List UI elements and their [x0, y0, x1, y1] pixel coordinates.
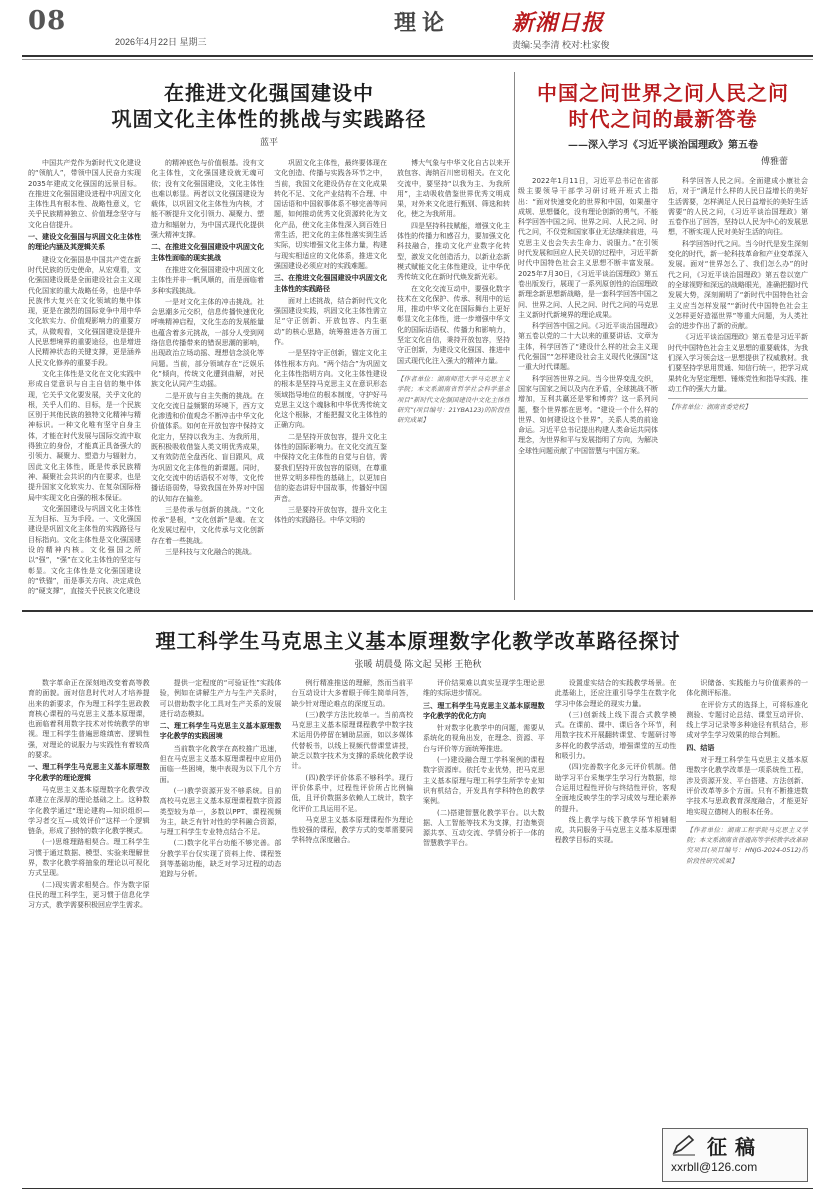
paragraph: 科学回答中国之问。《习近平谈治国理政》第五卷以党的二十大以来的重要讲话、文章为主体，科学回答了“建设什么样的社会主义现代化强国”“怎样建设社会主义现代化强国”这一重大时代课题。 — [518, 322, 658, 372]
article-title-line1: 中国之问世界之问人民之问 — [537, 81, 789, 105]
article-cultural-subjectivity[interactable] — [28, 80, 510, 600]
paragraph: 马克思主义基本原理课程作为理论性较强的课程，教学方式的变革需要同学科特点深度融合。 — [291, 815, 414, 845]
paragraph: 文化强国建设与巩固文化主体性互为目标、互为手段。一、文化强国建设是巩固文化主体性的实践路径与目标指向。文化主体性是文化强国建设的精神内核。文化强国之所以“强”，“强”在文化主体性的坚定与彰显。文化主体性是文化强国建设的“铁锚”，而是事关方向、决定成色的“硬支撑”，直接关乎民族文化建设 — [28, 504, 141, 596]
article-column — [423, 678, 545, 1158]
paragraph: (一)建设融合理工学科案例的课程数字资源库。依托专业优势，把马克思主义基本原理与理工科学生所学专业知识有机结合，开发具有学科特色的教学案例。 — [423, 756, 545, 806]
article-body — [518, 176, 808, 598]
paragraph: (四)完善数字化多元评价机制。借助学习平台采集学生学习行为数据，综合运用过程性评价与终结性评价，客观全面地反映学生的学习成效与理论素养的提升。 — [554, 763, 677, 813]
article-body — [28, 678, 808, 1158]
paragraph: 在评价方式的选择上，可将标准化测验、专题讨论总结、课堂互动评价、线上学习记录等多种途径有机结合，形成对学生学习效果的综合判断。 — [686, 700, 809, 740]
article-digital-teaching[interactable] — [28, 628, 808, 1158]
article-title-line2: 巩固文化主体性的挑战与实践路径 — [111, 107, 427, 131]
section-heading: 二、理工科学生马克思主义基本原理数字化教学的实践困境 — [159, 722, 282, 741]
article-column — [555, 678, 677, 1158]
paragraph: 文化主体性是文化在文化实践中形成自觉意识与自主自信的集中体现，它关乎文化要发展，关乎文化的根，关乎人们的、目标，是一个民族区别于其他民族的独特文化精神与精神标识。一种文化唯有坚守自身主体，才能在时代发展与国际交流中取得独立的身份，才能真正具备强大的引领力、凝聚力、塑造力与辐射力，因此文化主体性，既是传承民族精神、凝聚社会共识的内在要求，也是提升国家文化软实力、在复杂国际格局中实现文化自强的根本保证。 — [28, 369, 141, 502]
article-title: 理工科学生马克思主义基本原理数字化教学改革路径探讨 — [155, 629, 681, 653]
paragraph: 数字革命正在深刻地改变着高等教育的面貌。面对信息时代对人才培养提出来的新要求，作为理工科学生思政教育核心课程的马克思主义基本原理课，也面临着利用数字技术对传统教学的审视。理工科学生普遍思维缜密、逻辑性强，对理论的说服力与实践性有着较高的要求。 — [28, 679, 150, 760]
paragraph: 一是坚持守正创新，锚定文化主体性根本方向。“两个结合”为巩固文化主体性指明方向。文化主体性建设的根本是坚持马克思主义在意识形态领域指导地位的根本制度，守护好马克思主义这个魂脉和中华优秀传统文化这个根脉，才能把握文化主体性的正确方向。 — [274, 349, 387, 430]
paragraph: 针对数字化教学中的问题，需要从系统化的视角出发，在理念、资源、平台与评价等方面统筹推进。 — [423, 724, 545, 753]
paragraph: 三是科技与文化融合的挑战。 — [165, 547, 256, 556]
masthead-rule — [22, 55, 813, 57]
article-column — [291, 678, 413, 1158]
submission-email[interactable]: xxrbll@126.com — [671, 1160, 758, 1174]
paragraph: (二)搭建智慧化教学平台。以大数据、人工智能等技术为支撑，打造集资源共享、互动交流、学情分析于一体的智慧教学平台。 — [423, 808, 545, 848]
paragraph: (二)现实需求相契合。作为数字原住民的理工科学生，更习惯于信息化学习方式，教学需要积极回应学生需求。 — [28, 880, 150, 910]
paragraph: 《习近平谈治国理政》第五卷是习近平新时代中国特色社会主义思想的重要载体，为我们深入学习领会这一思想提供了权威教材。我们要坚持学思用贯通、知信行统一，把学习成果转化为坚定理想、锤炼党性和指导实践、推动工作的强大力量。 — [668, 333, 808, 393]
article-title-line1: 在推进文化强国建设中 — [164, 81, 374, 105]
article-header — [518, 80, 808, 167]
submission-call-box[interactable] — [662, 1128, 808, 1182]
newspaper-logo: 新湘日报 — [512, 10, 605, 36]
paragraph: 线上教学与线下教学环节相辅相成，共同服务于马克思主义基本原理课程教学目标的实现。 — [554, 815, 677, 845]
paragraph: 三是要持开放包容，提升文化主体性的实践路径。中华文明的 — [274, 505, 387, 525]
paragraph: 博大气象与中华文化自古以来开放包容、海纳百川密切相关。在文化交流中，要坚持“以我为主、为我所用”，主动吸收借鉴世界优秀文明成果，对外来文化进行甄别、筛选和转化，使之为我所用。 — [397, 159, 510, 219]
paragraph: 设置虚实结合的实践教学场景。在此基础上，还应注重引导学生在数字化学习中体会理论的现实力量。 — [554, 679, 677, 708]
paragraph: 当前数字化教学在高校推广迅速，但在马克思主义基本原理课程中应用仍面临一些困境，集中表现为以下几个方面。 — [159, 744, 282, 784]
article-governance-review[interactable] — [518, 80, 808, 600]
paragraph: 科学回答时代之问。当今时代是发生深刻变化的时代，新一轮科技革命和产业变革深入发展。面对“世界怎么了、我们怎么办”的时代之问，《习近平谈治国理政》第五卷以宽广的全球视野和深远的战略眼光，准确把握时代发展大势，深刻阐明了“新时代中国特色社会主义应当怎样发展”“新时代中国特色社会主义怎样更好造福世界”等重大问题，为人类社会的进步作出了新的贡献。 — [668, 239, 808, 331]
article-body — [28, 158, 510, 598]
author-note: 【作者单位：湖南师范大学马克思主义学院；本文系湖南省哲学社会科学基金项目“新时代文化强国建设中文化主体性研究”(项目编号：21YBA123)的阶段性研究成果】 — [397, 370, 510, 425]
paragraph: 一是对文化主体的冲击挑战。社会思潮多元交织，信息传播快速优化呼唤精神启程，文化生态的发展能量也蕴含着多元挑战，一部分人受到网络信息传播带来的错误思潮的影响，出现政治立场动摇、理想信念淡化等问题。当前，部分领域存在“泛娱乐化”倾向，传统文化遭到曲解，对民族文化认同产生动摇。 — [151, 297, 264, 389]
masthead — [0, 0, 835, 58]
article-column — [151, 158, 264, 598]
paragraph: (三)教学方法比较单一。当前高校马克思主义基本原理课程教学中数字技术运用仍停留在辅助层面，如以多媒体代替板书，以线上视频代替课堂讲授，缺乏以数字技术为支撑的系统化教学设计。 — [291, 710, 414, 771]
paragraph: 例行精准推送的理解，然而当前平台互动设计大多着眼于师生简单问答，缺少针对理论难点的深度互动。 — [291, 679, 414, 708]
paragraph: (三)创新线上线下混合式教学模式。在课前、课中、课后各个环节，利用数字技术开展翻转课堂、专题研讨等多样化的教学活动，增强课堂的互动性和吸引力。 — [554, 710, 677, 761]
footer-rule — [22, 1188, 813, 1189]
article-column — [518, 176, 658, 598]
editor-credits: 责编:吴李清 校对:杜家俊 — [512, 40, 610, 50]
article-column — [686, 678, 808, 1158]
paragraph: 四是坚持科技赋能，增强文化主体性的传播力和感召力，要加强文化科技融合，推动文化产业数字化转型，激发文化创造活力，以新业态新模式赋能文化主体性建设，让中华优秀传统文化在新时代焕发新光彩。 — [397, 221, 510, 282]
article-byline: 傅雅蕾 — [760, 156, 788, 166]
paragraph: (一)思维理路相契合。理工科学生习惯于通过数据、模型、实验来理解世界，数字化教学将抽象的理论以可视化方式呈现。 — [28, 838, 150, 878]
article-subtitle: ——深入学习《习近平谈治国理政》第五卷 — [568, 140, 758, 151]
paragraph: 中国共产党作为新时代文化建设的“领航人”，带领中国人民奋力实现2035年建成文化强国的远景目标。在推进文化强国建设进程中巩固文化主体性具有根本性、战略性意义，它关乎民族精神独立、价值理念坚守与文化自信提升。 — [28, 159, 141, 229]
section-rule — [22, 610, 813, 612]
paragraph: 提供一定程度的“可验证性”实践体验，例如在讲解生产力与生产关系时，可以借助数字化工具对生产关系的发展进行动态模拟。 — [159, 679, 282, 718]
article-column — [274, 158, 387, 598]
submission-title: 征稿 — [707, 1135, 763, 1159]
paragraph: 二是开放与自主失衡的挑战。在文化交流日益频繁的环境下，西方文化渗透和价值观念不断冲击中华文化价值体系。如何在开放包容中保持文化定力，坚持以我为主、为我所用，既积极吸收借鉴人类文明优秀成果，又有效防范全盘西化、盲目跟风，成为巩固文化主体性的新课题。同时，文化交流中的话语权不对等，文化传播话语弱势，导致我国在外界对中国的认知存在偏差。 — [151, 391, 264, 503]
paragraph: 二是坚持开放包容，提升文化主体性的国际影响力。在文化交流互鉴中保持文化主体性的自觉与自信，需要我们坚持开放包容的原则，在尊重世界文明多样性的基础上，以更加自信的姿态讲好中国故事，传播好中国声音。 — [274, 432, 387, 503]
article-byline: 张暖 胡晨曼 陈文起 吴彬 王艳秋 — [354, 659, 482, 669]
paragraph: 2022年1月11日，习近平总书记在省部级主要领导干部学习研讨班开班式上指出：“面对快速变化的世界和中国，如果墨守成规、思想僵化，没有理论创新的勇气，不能科学回答中国之问、世界之问、人民之问、时代之问，不仅党和国家事业无法继续前进，马克思主义也会失去生命力、说服力。”在引领时代发展和回应人民关切的过程中，习近平新时代中国特色社会主义思想不断丰富发展。2025年7月30日，《习近平谈治国理政》第五卷出版发行，展现了一系列原创性的治国理政新理念新思想新战略，是一套科学回答中国之问、世界之问、人民之问、时代之问的马克思主义新时代新境界的理论成果。 — [518, 177, 658, 319]
section-heading: 三、理工科学生马克思主义基本原理数字化教学的优化方向 — [423, 701, 545, 720]
article-column — [397, 158, 510, 598]
paragraph: 在文化交流互动中，要强化数字技术在文化保护、传承、利用中的运用，推动中华文化在国际舞台上更好彰显文化主体性，进一步增强中华文化的国际话语权、传播力和影响力，坚定文化自信，秉持开放包容，坚持守正创新，为建设文化强国、推进中国式现代化注入强大的精神力量。 — [397, 284, 510, 365]
paragraph: 评价结果难以真实呈现学生理论思维的实际进步情况。 — [423, 679, 545, 698]
masthead-rule-thin — [22, 59, 813, 60]
paragraph: 在推进文化强国建设中巩固文化主体性并非一帆风顺的，而是面临着多种实践挑战。 — [151, 265, 264, 295]
section-title: 理论 — [393, 10, 450, 36]
author-note: 【作者单位：湖南工程学院马克思主义学院；本文系湖南省普通高等学校教学改革研究项目(项目编号：HNJG-2024-0512)的阶段性研究成果】 — [686, 821, 808, 866]
section-heading: 四、结语 — [686, 743, 715, 752]
page-number: 08 — [28, 6, 67, 36]
paragraph: 对于理工科学生马克思主义基本原理数字化教学改革是一项系统性工程，涉及资源开发、平台搭建、方法创新、评价改革等多个方面。只有不断推进数字技术与思政教育深度融合，才能更好地实现立德树人的根本任务。 — [686, 756, 809, 816]
article-header — [28, 80, 510, 148]
paragraph: (一)教学资源开发不够系统。目前高校马克思主义基本原理课程数字资源类型较为单一，多数以PPT、课程视频为主，缺乏有针对性的学科融合资源，与理工科学生专业特点结合不足。 — [159, 786, 282, 837]
article-title-line2: 时代之问的最新答卷 — [568, 107, 758, 131]
date-line: 2026年4月22日 星期三 — [115, 37, 207, 47]
paragraph: 面对上述挑战，结合新时代文化强国建设实践，巩固文化主体性需立足“守正创新、开放包容、内生驱动”的核心思路，统筹推进各方面工作。 — [274, 296, 387, 347]
article-column — [28, 678, 150, 1158]
section-heading: 一、建设文化强国与巩固文化主体性的理论内涵及其逻辑关系 — [28, 233, 141, 252]
article-column — [160, 678, 282, 1158]
paragraph: 识储备、实践能力与价值素养的一体化测评标准。 — [686, 679, 809, 698]
paragraph: 的精神底色与价值根基。没有文化主体性，文化强国建设就无魂可依；没有文化强国建设，文化主体性也难以彰显。两者以文化强国建设为载体，以巩固文化主体性为内核，才能不断提升文化引领力、凝聚力、塑造力和辐射力，为中国式现代化提供强大精神支撑。 — [151, 159, 264, 240]
article-column — [668, 176, 808, 598]
section-heading: 一、理工科学生马克思主义基本原理数字化教学的理论逻辑 — [28, 763, 150, 782]
article-header — [28, 628, 808, 670]
paragraph: 巩固文化主体性，最终要体现在文化创造、传播与实践各环节之中，当前，我国文化建设仍存在文化成果转化不足、文化产业结构不合理、中国话语和中国叙事体系不够完善等问题，如何推动优秀文化资源转化为文化产品，使文化主体性深入到百姓日常生活，把文化的主体性落实到生活实际，切实增强文化主体力量，构建与现实相适应的文化体系，推进文化强国建设必须应对的实践难题。 — [274, 159, 387, 270]
paragraph: 三是传承与创新的挑战。“文化传承”是根，“文化创新”是魂。在文化发展过程中，文化传承与文化创新存在着一些挑战。 — [151, 505, 264, 545]
pen-icon — [671, 1134, 697, 1156]
paragraph: 建设文化强国是中国共产党在新时代民族的历史使命，从宏观看，文化强国建设既是全面建设社会主义现代化国家的重大战略任务，也是中华民族伟大复兴在文化领域的集中体现，更是在激烈的国际竞争中用中华文化软实力、价值观影响力的重要方式，从微观看，文化强国建设是提升人民思想境界的重要途径，也是增进人民精神状态的关键支撑，更是涵养人民文化修养的重要手段。 — [28, 255, 141, 367]
paragraph: (四)教学评价体系不够科学。现行评价体系中，过程性评价所占比例偏低，且评价数据多依赖人工统计，数字化评价工具运用不足。 — [291, 773, 414, 813]
section-heading: 二、在推进文化强国建设中巩固文化主体性面临的现实挑战 — [151, 243, 264, 262]
author-note: 【作者单位：湖南省委党校】 — [668, 398, 808, 412]
section-heading: 三、在推进文化强国建设中巩固文化主体性的实践路径 — [274, 274, 387, 293]
paragraph: 科学回答世界之问。当今世界变乱交织，国家与国家之间以及内在矛盾，全球挑战不断增加，互利共赢还是零和博弈？这一系列问题，整个世界都在思考。“建设一个什么样的世界、如何建设这个世界”，关系人类的前途命运。习近平总书记提出构建人类命运共同体理念，为世界和平与发展指明了方向，为解决全球性问题贡献了中国智慧与中国方案。 — [518, 374, 658, 455]
article-byline: 蓝平 — [259, 137, 278, 147]
column-divider — [514, 72, 515, 600]
paragraph: 马克思主义基本原理数字化教学改革建立在深厚的理论基础之上。这种数字化教学通过“理论建构—知识组织—学习者交互—成效评价”这样一个逻辑链条，形成了独特的数字化教学模式。 — [28, 785, 150, 836]
article-column — [28, 158, 141, 598]
paragraph: 科学回答人民之问。全面建成小康社会后，对于“满足什么样的人民日益增长的美好生活需要，怎样满足人民日益增长的美好生活需要”的人民之问，《习近平谈治国理政》第五卷作出了回答，坚持以人民为中心的发展思想，不断实现人民对美好生活的向往。 — [668, 177, 808, 237]
paragraph: (二)数字化平台功能不够完善。部分教学平台仅实现了资料上传、课程签到等基础功能，缺乏对学习过程的动态追踪与分析。 — [159, 839, 282, 879]
